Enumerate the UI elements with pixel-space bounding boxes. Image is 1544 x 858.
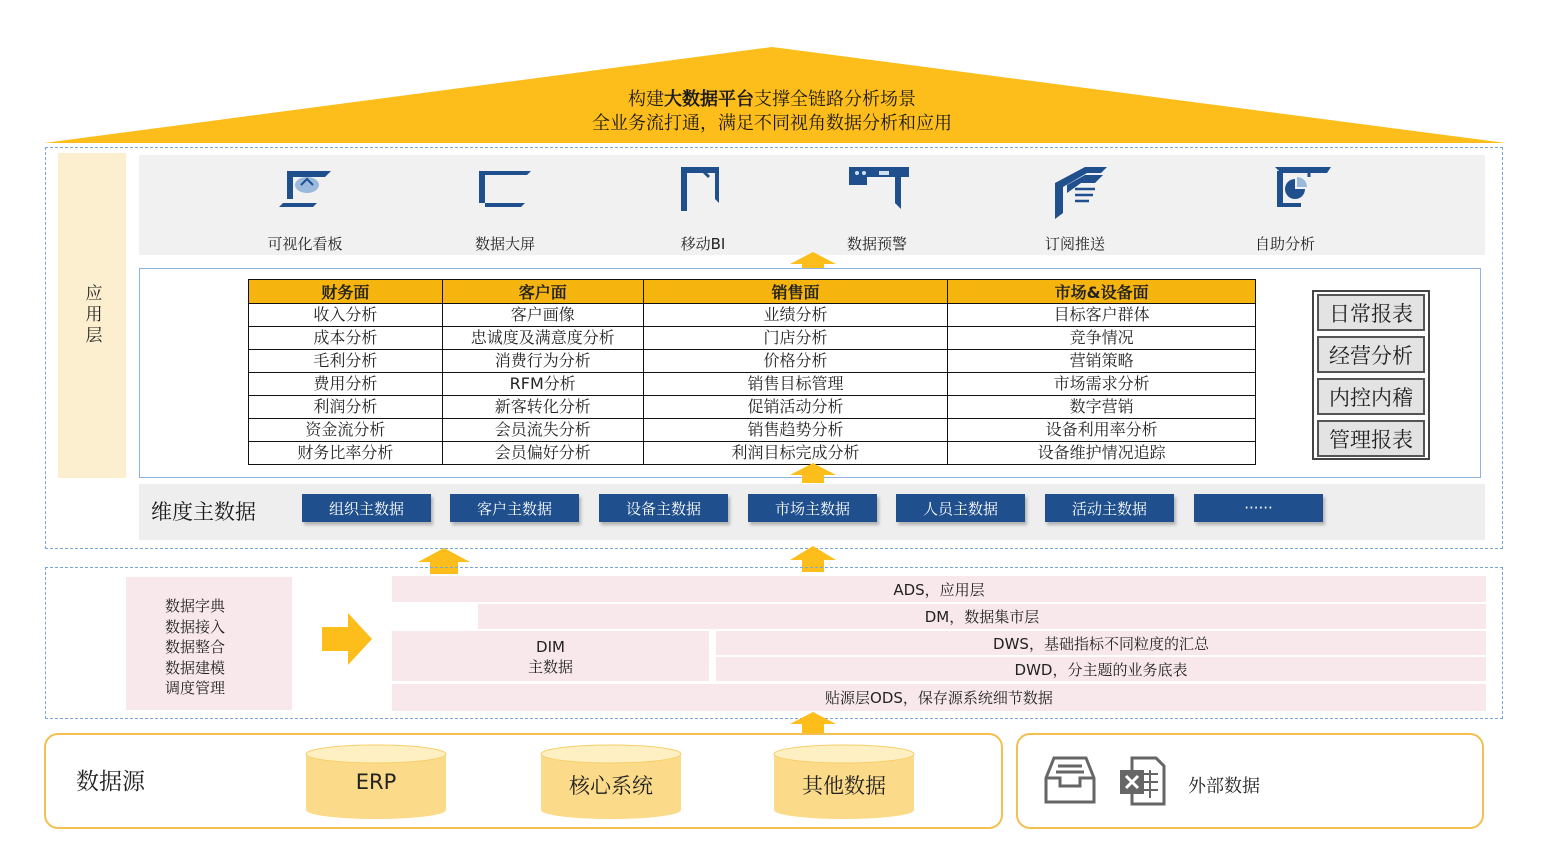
table-cell: 价格分析 [643,350,948,373]
table-cell: 新客转化分析 [442,396,643,419]
layer-ods[interactable]: 贴源层ODS，保存源系统细节数据 [392,684,1486,711]
analysis-table-header [249,280,1256,304]
table-cell: 会员流失分析 [442,419,643,442]
table-cell: 设备维护情况追踪 [948,442,1256,465]
app-item-dashboard[interactable] [235,155,375,255]
table-cell: 会员偏好分析 [442,442,643,465]
layer-dm[interactable]: DM，数据集市层 [478,604,1486,629]
table-cell: 客户画像 [442,304,643,327]
mobile-bi-icon [673,163,735,215]
table-cell: 促销活动分析 [643,396,948,419]
header-market-equipment: 市场&设备面 [948,280,1256,304]
table-row [249,304,1256,327]
app-item-label: 自助分析 [1254,235,1315,253]
tool-data-dictionary[interactable]: 数据字典 [165,597,226,615]
layer-dws[interactable]: DWS，基础指标不同粒度的汇总 [716,631,1486,655]
app-item-subscription[interactable] [1005,155,1145,255]
app-item-label: 数据预警 [846,235,907,253]
app-item-mobile-bi[interactable] [633,155,773,255]
roof-title [400,88,1144,136]
alert-icon [847,163,913,215]
dim-block-line1: DIM [536,638,565,656]
table-row [249,327,1256,350]
dim-item-customer[interactable]: 客户主数据 [450,494,579,522]
dim-item-market[interactable]: 市场主数据 [748,494,877,522]
table-row [249,442,1256,465]
excel-file-icon [1118,756,1166,806]
subscription-icon [1045,163,1111,219]
tool-data-ingestion[interactable]: 数据接入 [165,617,226,636]
app-item-label: 移动BI [680,235,726,253]
dashboard-icon [275,163,337,211]
table-cell: 数字营销 [948,396,1256,419]
table-cell: 利润分析 [249,396,443,419]
tool-data-integration[interactable]: 数据整合 [165,638,226,656]
table-cell: 忠诚度及满意度分析 [442,327,643,350]
report-daily[interactable]: 日常报表 [1317,294,1425,331]
table-row [249,373,1256,396]
database-core-system-label[interactable]: 核心系统 [569,774,653,798]
dim-item-organization[interactable]: 组织主数据 [302,494,431,522]
tool-data-modeling[interactable]: 数据建模 [165,658,226,677]
app-item-alert[interactable] [807,155,947,255]
table-cell: 利润目标完成分析 [643,442,948,465]
table-row [249,350,1256,373]
table-cell: RFM分析 [442,373,643,396]
data-source-title: 数据源 [76,769,145,795]
database-other-data-label[interactable]: 其他数据 [802,774,886,798]
header-finance: 财务面 [249,280,443,304]
table-cell: 目标客户群体 [948,304,1256,327]
inbox-icon [1044,756,1096,806]
database-erp-label[interactable]: ERP [355,770,397,794]
tool-scheduling[interactable]: 调度管理 [165,679,226,697]
big-screen-icon [475,163,537,211]
roof-title-line2: 全业务流打通，满足不同视角数据分析和应用 [592,113,952,134]
app-icon-row [139,155,1485,255]
dimension-master-data-title: 维度主数据 [151,500,256,524]
dim-item-activity[interactable]: 活动主数据 [1045,494,1174,522]
table-cell: 资金流分析 [249,419,443,442]
dim-item-equipment[interactable]: 设备主数据 [599,494,728,522]
table-cell: 收入分析 [249,304,443,327]
application-layer-label: 应用层 [58,153,126,478]
table-cell: 市场需求分析 [948,373,1256,396]
header-sales: 销售面 [643,280,948,304]
table-cell: 门店分析 [643,327,948,350]
table-row [249,396,1256,419]
report-list [1312,290,1430,460]
layer-dim[interactable] [392,631,709,681]
table-cell: 毛利分析 [249,350,443,373]
report-operation-analysis[interactable]: 经营分析 [1317,336,1425,373]
app-item-label: 可视化看板 [267,235,343,253]
data-governance-tools [126,577,292,710]
report-internal-control[interactable]: 内控内稽 [1317,378,1425,415]
table-cell: 消费行为分析 [442,350,643,373]
table-cell: 营销策略 [948,350,1256,373]
report-management[interactable]: 管理报表 [1317,420,1425,457]
dim-item-personnel[interactable]: 人员主数据 [896,494,1025,522]
layer-dwd[interactable]: DWD，分主题的业务底表 [716,657,1486,681]
analysis-table [248,279,1256,465]
app-item-big-screen[interactable] [435,155,575,255]
up-arrow-icon [790,463,836,483]
external-data-label[interactable]: 外部数据 [1188,776,1260,797]
app-item-label: 订阅推送 [1044,235,1105,253]
dim-block-line2: 主数据 [527,658,573,676]
up-arrow-icon [790,712,836,734]
table-cell: 成本分析 [249,327,443,350]
right-arrow-icon [322,613,372,665]
table-cell: 销售目标管理 [643,373,948,396]
table-cell: 业绩分析 [643,304,948,327]
table-cell: 销售趋势分析 [643,419,948,442]
table-cell: 设备利用率分析 [948,419,1256,442]
table-cell: 费用分析 [249,373,443,396]
table-cell: 竞争情况 [948,327,1256,350]
layer-ads[interactable]: ADS，应用层 [392,576,1486,602]
table-cell: 财务比率分析 [249,442,443,465]
dim-item-more[interactable]: ······ [1194,494,1323,522]
app-item-self-analysis[interactable] [1215,155,1355,255]
header-customer: 客户面 [442,280,643,304]
self-analysis-icon [1255,163,1335,215]
roof-title-line1: 构建大数据平台支撑全链路分析场景 [628,89,916,110]
app-item-label: 数据大屏 [474,235,535,253]
table-row [249,419,1256,442]
